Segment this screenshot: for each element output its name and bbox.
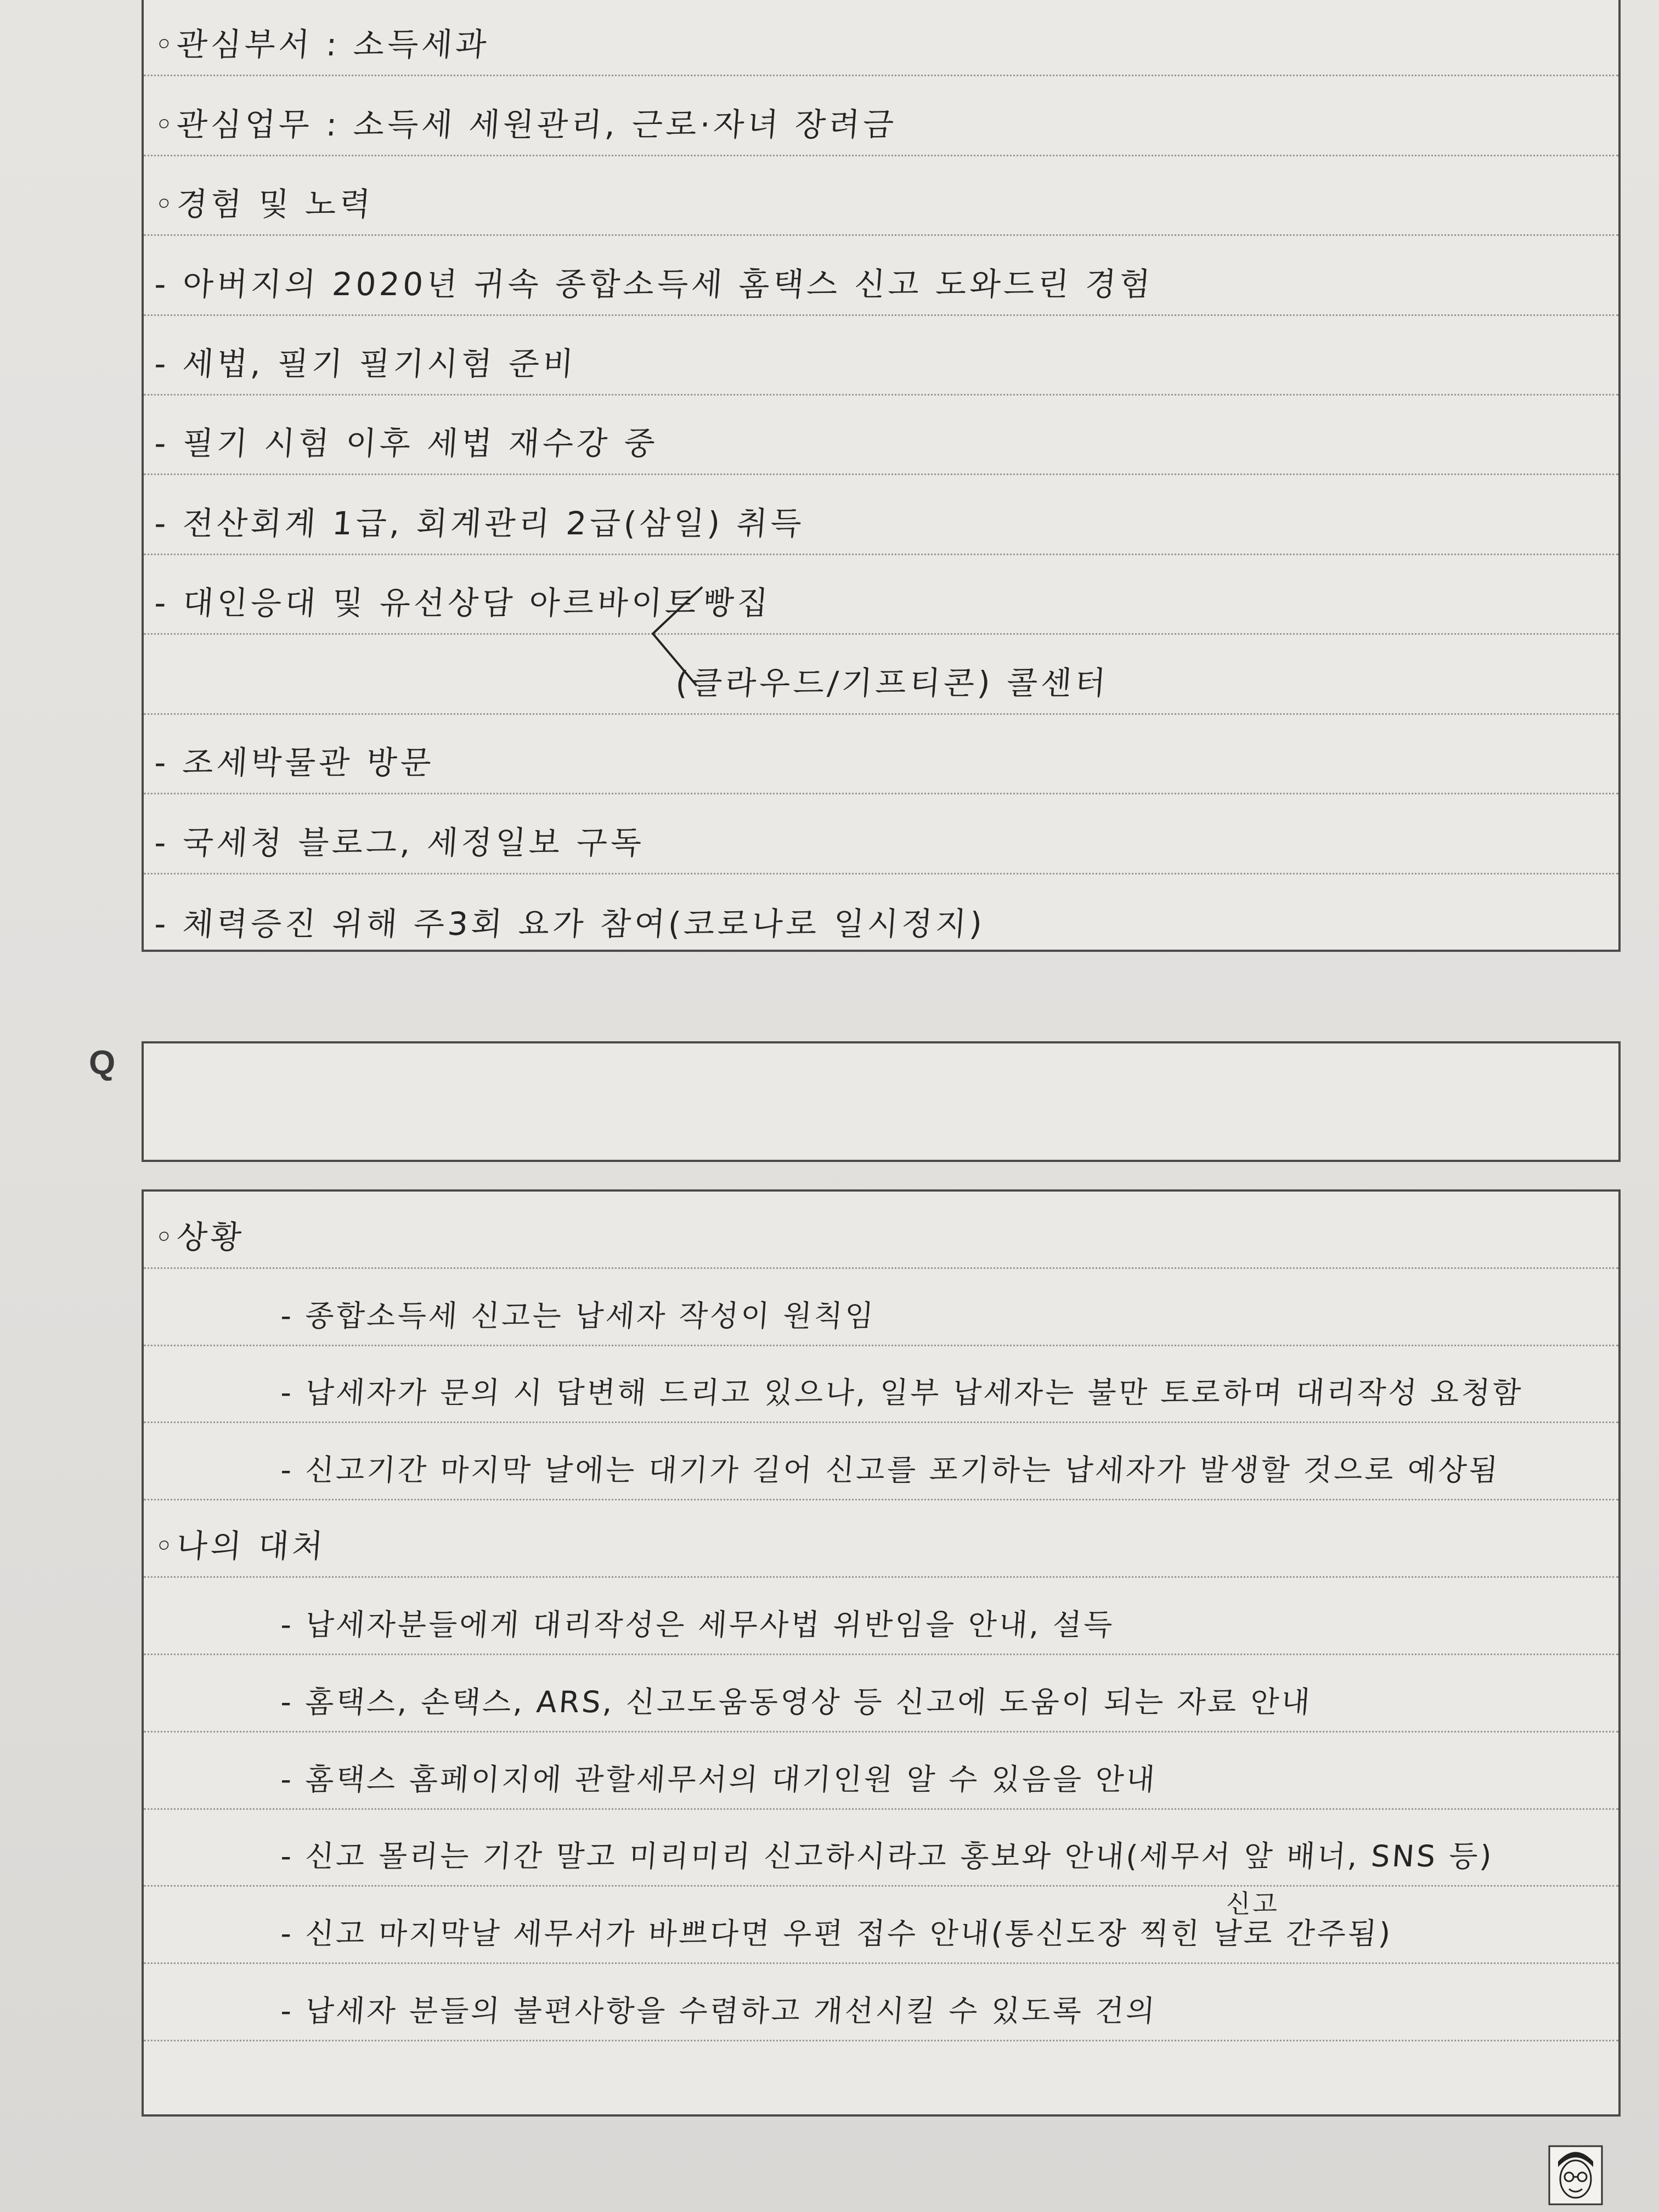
handwritten-line: - 홈택스, 손택스, ARS, 신고도움동영상 등 신고에 도움이 되는 자료 안내 xyxy=(279,1684,1313,1719)
answer-box xyxy=(142,1189,1621,2117)
handwritten-line: - 아버지의 2020년 귀속 종합소득세 홈택스 신고 도와드린 경험 xyxy=(153,265,1155,303)
line-row xyxy=(144,1578,1618,1655)
handwritten-line: - 조세박물관 방문 xyxy=(153,744,436,782)
line-row xyxy=(144,76,1618,156)
line-row xyxy=(144,1887,1618,1965)
line-row xyxy=(144,1964,1618,2041)
line-row xyxy=(144,396,1618,475)
line-row xyxy=(144,715,1618,794)
handwritten-line: ◦나의 대처 xyxy=(153,1527,328,1565)
handwritten-line: - 신고 마지막날 세무서가 바쁘다면 우편 접수 안내(통신도장 찍힌 날로 간주됨) xyxy=(279,1916,1394,1951)
line-row xyxy=(144,1424,1618,1501)
line-row xyxy=(144,0,1618,76)
handwritten-line: - 국세청 블로그, 세정일보 구독 xyxy=(153,823,646,861)
line-row xyxy=(144,316,1618,396)
handwritten-line: - 납세자 분들의 불편사항을 수렴하고 개선시킬 수 있도록 건의 xyxy=(279,1994,1158,2029)
handwritten-line: - 필기 시험 이후 세법 재수강 중 xyxy=(153,425,659,462)
handwritten-line: - 신고기간 마지막 날에는 대기가 길어 신고를 포기하는 납세자가 발생할 것으로 예상됨 xyxy=(279,1453,1501,1488)
handwritten-line: ◦경험 및 노력 xyxy=(153,185,375,223)
handwritten-line: - 전산회계 1급, 회계관리 2급(삼일) 취득 xyxy=(153,504,806,542)
handwritten-line: - 신고 몰리는 기간 말고 미리미리 신고하시라고 홍보와 안내(세무서 앞 배너, SNS 등) xyxy=(279,1839,1495,1874)
line-row xyxy=(144,476,1618,555)
branch-top-text: 빵집 xyxy=(702,584,773,622)
superscript-note: 신고 xyxy=(1226,1889,1279,1918)
line-row xyxy=(144,1655,1618,1733)
line-row xyxy=(144,555,1618,635)
line-row xyxy=(144,874,1618,954)
line-row xyxy=(144,1500,1618,1578)
line-row xyxy=(144,1192,1618,1269)
handwritten-line: - 홈택스 홈페이지에 관할세무서의 대기인원 알 수 있음을 안내 xyxy=(279,1762,1158,1797)
handwritten-line: - 납세자분들에게 대리작성은 세무사법 위반임을 안내, 설득 xyxy=(279,1607,1116,1642)
line-row xyxy=(144,1810,1618,1887)
handwritten-line: - 종합소득세 신고는 납세자 작성이 원칙임 xyxy=(279,1298,877,1333)
line-row xyxy=(144,1733,1618,1810)
line-row xyxy=(144,1269,1618,1346)
face-logo xyxy=(1548,2145,1603,2205)
handwritten-line: - 대인응대 및 유선상담 아르바이트 xyxy=(153,584,701,622)
handwritten-line: - 세법, 필기 필기시험 준비 xyxy=(153,345,578,383)
line-row xyxy=(144,156,1618,236)
handwritten-line: - 납세자가 문의 시 답변해 드리고 있으나, 일부 납세자는 불만 토로하며 대리작성 요청함 xyxy=(279,1375,1525,1410)
branch-bottom-text: (클라우드/기프티콘) 콜센터 xyxy=(674,664,1110,702)
line-row xyxy=(144,2041,1618,2119)
handwritten-line: ◦관심업무 : 소득세 세원관리, 근로·자녀 장려금 xyxy=(153,105,899,143)
branch-bracket xyxy=(631,582,708,691)
line-row xyxy=(144,635,1618,714)
line-row xyxy=(144,1346,1618,1424)
handwritten-line: ◦관심부서 : 소득세과 xyxy=(153,26,491,64)
handwritten-line: ◦상황 xyxy=(153,1218,246,1256)
line-row xyxy=(144,236,1618,315)
handwritten-line: - 체력증진 위해 주3회 요가 참여(코로나로 일시정지) xyxy=(153,905,987,943)
line-row xyxy=(144,794,1618,874)
question-box xyxy=(142,1041,1621,1162)
question-label: Q xyxy=(89,1044,116,1082)
experience-box xyxy=(142,0,1621,952)
